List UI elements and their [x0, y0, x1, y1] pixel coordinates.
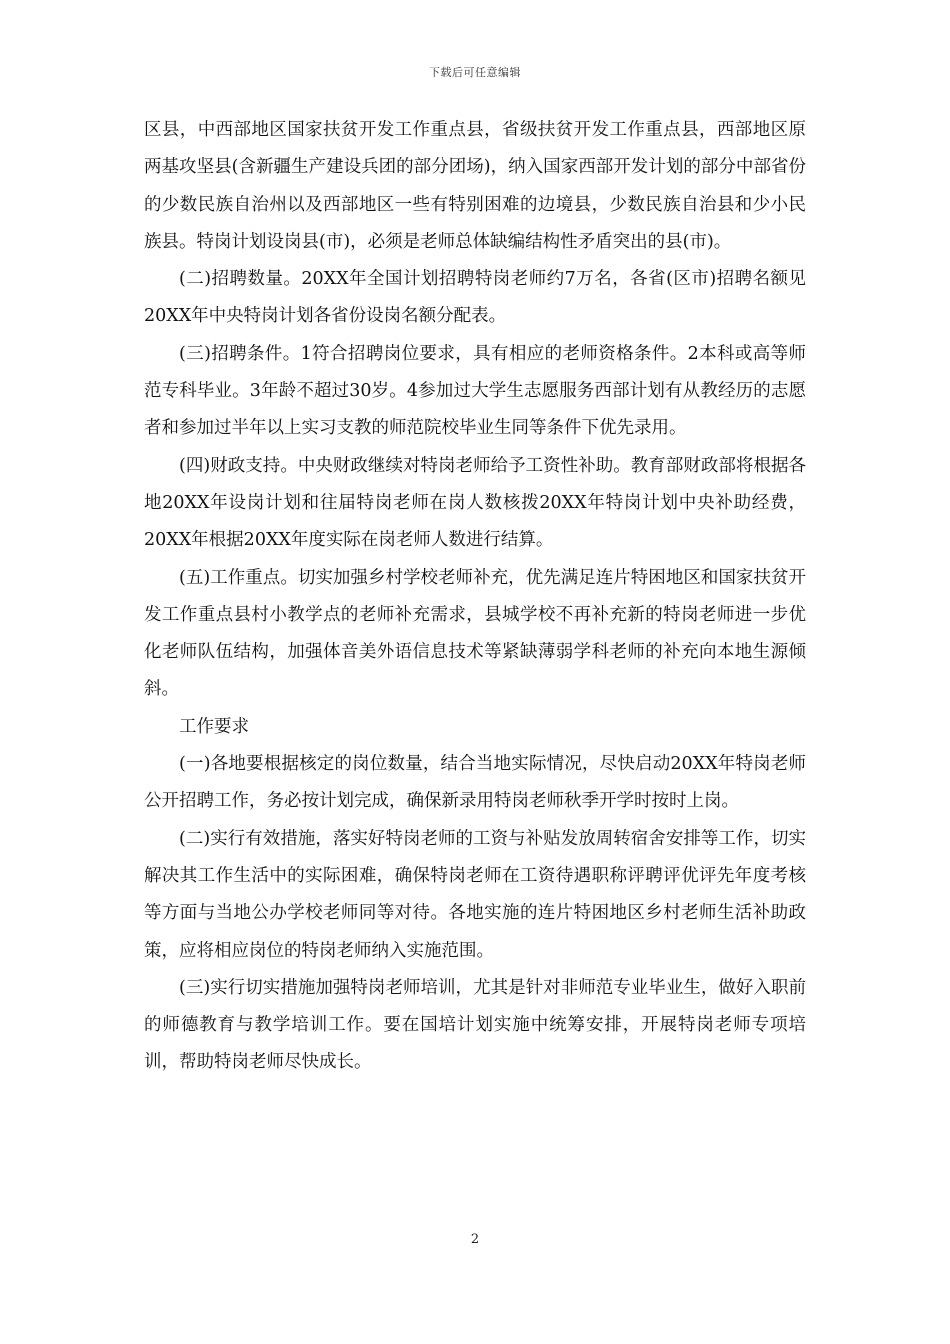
- paragraph-requirement-three: (三)实行切实措施加强特岗老师培训，尤其是针对非师范专业毕业生，做好入职前的师德教育与教学培训工作。要在国培计划实施中统筹安排，开展特岗老师专项培训，帮助特岗老师尽快成长。: [144, 977, 806, 1073]
- paragraph-recruitment-conditions: (三)招聘条件。1符合招聘岗位要求，具有相应的老师资格条件。2本科或高等师范专科毕业。3年龄不超过30岁。4参加过大学生志愿服务西部计划有从教经历的志愿者和参加过半年以上实习支教的师范院校毕业生同等条件下优先录用。: [144, 343, 806, 439]
- paragraph-recruitment-quantity: (二)招聘数量。20XX年全国计划招聘特岗老师约7万名，各省(区市)招聘名额见20XX年中央特岗计划各省份设岗名额分配表。: [144, 269, 806, 327]
- paragraph-work-focus: (五)工作重点。切实加强乡村学校老师补充，优先满足连片特困地区和国家扶贫开发工作重点县村小教学点的老师补充需求，县城学校不再补充新的特岗老师进一步优化老师队伍结构，加强体音美外语信息技术等紧缺薄弱学科老师的补充向本地生源倾斜。: [144, 567, 806, 700]
- paragraph-requirement-two: (二)实行有效措施，落实好特岗老师的工资与补贴发放周转宿舍安排等工作，切实解决其工作生活中的实际困难，确保特岗老师在工资待遇职称评聘评优评先年度考核等方面与当地公办学校老师同等对待。各地实施的连片特困地区乡村老师生活补助政策，应将相应岗位的特岗老师纳入实施范围。: [144, 828, 806, 961]
- document-body: [144, 112, 806, 1082]
- page-header: 下载后可任意编辑: [429, 66, 521, 79]
- paragraph-requirement-one: (一)各地要根据核定的岗位数量，结合当地实际情况，尽快启动20XX年特岗老师公开招聘工作，务必按计划完成，确保新录用特岗老师秋季开学时按时上岗。: [144, 754, 806, 812]
- page-number: 2: [470, 1232, 480, 1247]
- section-heading-work-requirements: 工作要求: [179, 716, 249, 737]
- paragraph-continuation: 区县，中西部地区国家扶贫开发工作重点县，省级扶贫开发工作重点县，西部地区原两基攻坚县(含新疆生产建设兵团的部分团场)，纳入国家西部开发计划的部分中部省份的少数民族自治州以及西部地区一些有特别困难的边境县，少数民族自治县和少小民族县。特岗计划设岗县(市)，必须是老师总体缺编结构性矛盾突出的县(市)。: [144, 120, 806, 252]
- paragraph-financial-support: (四)财政支持。中央财政继续对特岗老师给予工资性补助。教育部财政部将根据各地20XX年设岗计划和往届特岗老师在岗人数核拨20XX年特岗计划中央补助经费，20XX年根据20XX年度实际在岗老师人数进行结算。: [144, 455, 806, 551]
